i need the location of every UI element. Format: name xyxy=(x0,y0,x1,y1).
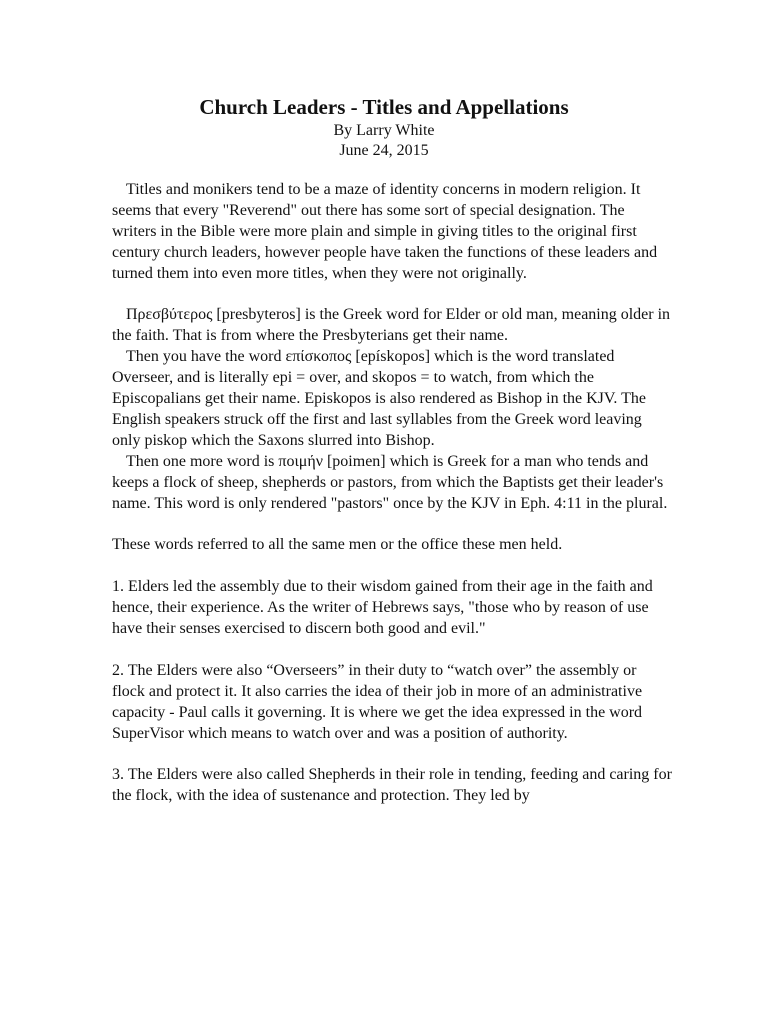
document-body xyxy=(112,180,672,807)
document-title: Church Leaders - Titles and Appellations xyxy=(199,95,569,119)
paragraph-spacer xyxy=(112,640,672,661)
paragraph-point-2: 2. The Elders were also “Overseers” in their duty to “watch over” the assembly or flock and protect it. It also carries the idea of their job in more of an administrative capacity - Paul calls it governing. It is where we get the idea expressed in the word SuperVisor which means to watch over and was a position of authority. xyxy=(112,661,643,742)
paragraph-spacer xyxy=(112,514,672,535)
paragraph-point-3: 3. The Elders were also called Shepherds in their role in tending, feeding and caring for the flock, with the idea of sustenance and protection. They led by xyxy=(112,766,672,805)
document-date: June 24, 2015 xyxy=(339,142,429,159)
paragraph-poimen: Then one more word is ποιμήν [poimen] which is Greek for a man who tends and keeps a flock of sheep, shepherds or pastors, from which the Baptists get their leader's name. This word is only rendered "pastors" once by the KJV in Eph. 4:11 in the plural. xyxy=(112,452,668,512)
paragraph-summary: These words referred to all the same men or the office these men held. xyxy=(112,536,563,554)
paragraph-spacer xyxy=(112,744,672,765)
paragraph-presbyteros: Πρεσβύτερος [presbyteros] is the Greek word for Elder or old man, meaning older in the faith. That is from where the Presbyterians get their name. xyxy=(112,306,671,345)
paragraph-spacer xyxy=(112,556,672,577)
paragraph-intro: Titles and monikers tend to be a maze of identity concerns in modern religion. It seems that every "Reverend" out there has some sort of special designation. The writers in the Bible were more plain and simple in giving titles to the original first century church leaders, however people have taken the functions of these leaders and turned them into even more titles, when they were not originally. xyxy=(112,181,658,282)
paragraph-point-1: 1. Elders led the assembly due to their wisdom gained from their age in the faith and hence, their experience. As the writer of Hebrews says, "those who by reason of use have their senses exercised to discern both good and evil." xyxy=(112,578,653,637)
paragraph-spacer xyxy=(112,285,672,306)
paragraph-episkopos: Then you have the word επίσκοπος [epískopos] which is the word translated Overseer, and is literally epi = over, and skopos = to watch, from which the Episcopalians get their name. Episkopos is also rendered as Bishop in the KJV. The English speakers struck off the first and last syllables from the Greek word leaving only piskop which the Saxons slurred into Bishop. xyxy=(112,348,646,449)
document-author: By Larry White xyxy=(333,122,435,139)
document-header xyxy=(0,93,768,161)
